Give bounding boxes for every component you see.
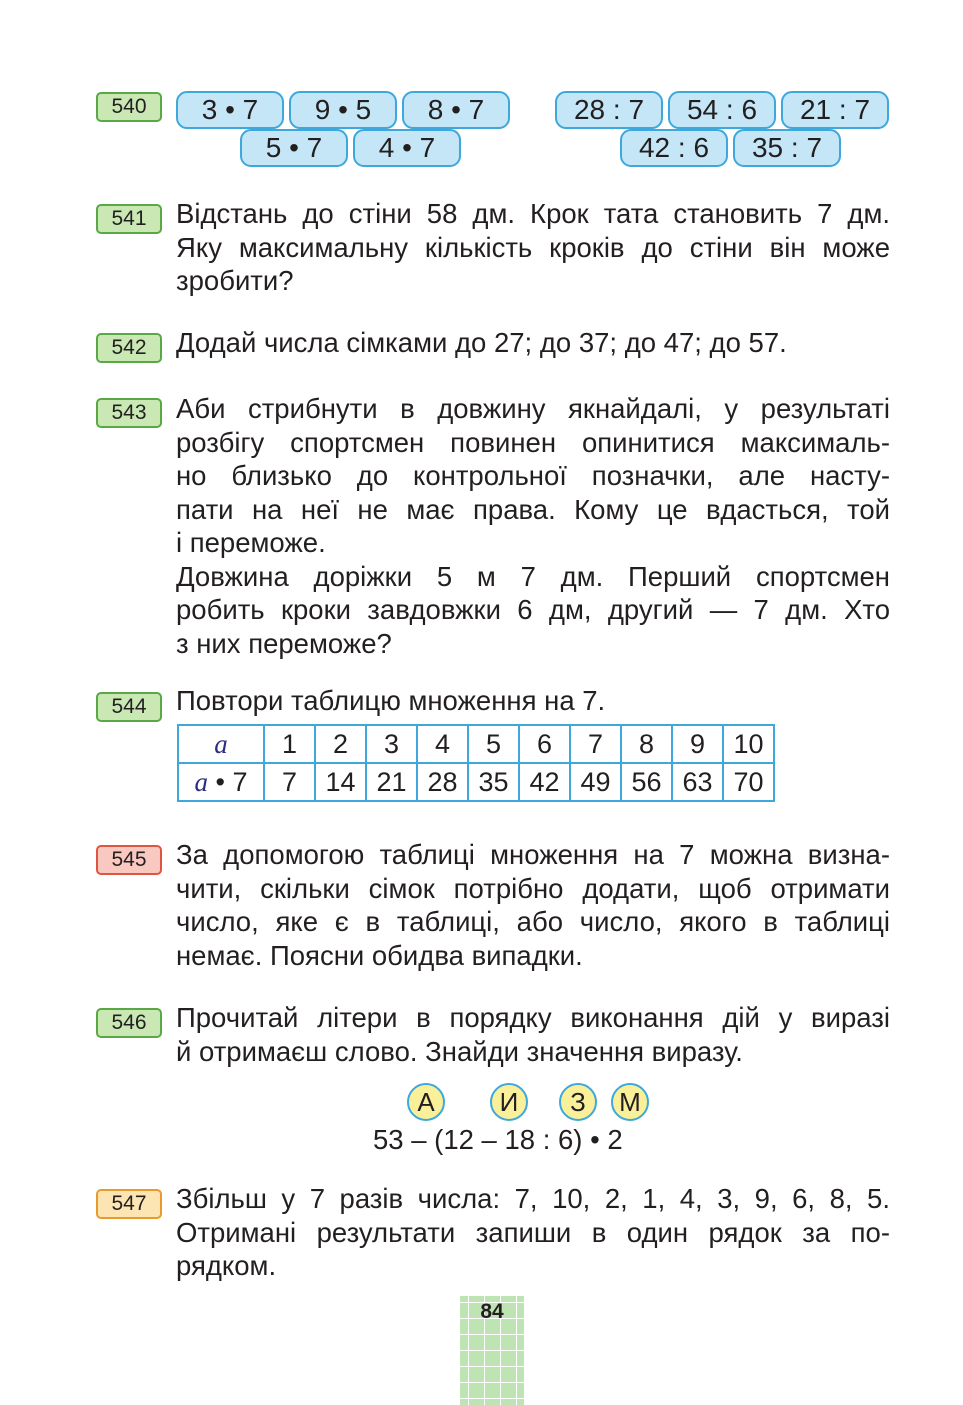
- text-line: число, яке є в таблиці, або число, якого в таблиці: [176, 906, 890, 937]
- table-cell: 3: [366, 725, 417, 763]
- text-line: зробити?: [176, 265, 294, 296]
- table-cell: 70: [723, 763, 774, 801]
- expression-pill: 42 : 6: [620, 129, 728, 167]
- text-line: Відстань до стіни 58 дм. Крок тата становить 7 дм.: [176, 198, 890, 229]
- text-line: немає. Поясни обидва випадки.: [176, 939, 583, 971]
- expression-pill: 9 • 5: [289, 91, 397, 129]
- table-cell: 2: [315, 725, 366, 763]
- text-line: Повтори таблицю множення на 7.: [176, 685, 606, 716]
- text-line: Яку максимальну кількість кроків до стіни він може: [176, 231, 890, 263]
- text-line: пати на неї не має права. Кому це вдасться, той: [176, 493, 890, 525]
- text-line: Прочитай літери в порядку виконання дій у виразі: [176, 1002, 890, 1033]
- exercise-text-543: [176, 392, 890, 660]
- exercise-text-546: [176, 1001, 890, 1068]
- table-cell: 21: [366, 763, 417, 801]
- header-variable: a: [194, 766, 208, 797]
- text-line: Довжина доріжки 5 м 7 дм. Перший спортсмен: [176, 560, 890, 592]
- exercise-number-541: 541: [96, 204, 162, 234]
- letter-circle: А: [407, 1083, 445, 1121]
- expression-pill: 35 : 7: [733, 129, 841, 167]
- letter-circle: И: [490, 1083, 528, 1121]
- table-cell: 63: [672, 763, 723, 801]
- letter-circle: М: [611, 1083, 649, 1121]
- text-line: рядком.: [176, 1250, 277, 1281]
- expression-pill: 5 • 7: [240, 129, 348, 167]
- expression-pill: 8 • 7: [402, 91, 510, 129]
- exercise-text-542: [176, 326, 890, 360]
- table-cell: 7: [570, 725, 621, 763]
- table-cell: 9: [672, 725, 723, 763]
- table-cell: 4: [417, 725, 468, 763]
- table-cell: 56: [621, 763, 672, 801]
- table-cell: 6: [519, 725, 570, 763]
- table-cell: 35: [468, 763, 519, 801]
- page-number: 84: [480, 1300, 504, 1323]
- table-header-a: a: [178, 725, 264, 763]
- table-header-a-times-7: [178, 763, 264, 801]
- multiplication-table: [177, 724, 775, 802]
- expression-pill: 54 : 6: [668, 91, 776, 129]
- expression-pill: 3 • 7: [176, 91, 284, 129]
- expression-pill: 21 : 7: [781, 91, 889, 129]
- table-cell: 49: [570, 763, 621, 801]
- expression-pill: 4 • 7: [353, 129, 461, 167]
- exercise-number-546: 546: [96, 1008, 162, 1038]
- exercise-number-543: 543: [96, 398, 162, 428]
- table-cell: 10: [723, 725, 774, 763]
- text-line: розбігу спортсмен повинен опинитися максималь-: [176, 426, 890, 458]
- header-operation: • 7: [208, 766, 248, 797]
- exercise-text-545: [176, 838, 890, 972]
- text-line: но близько до контрольної позначки, але насту-: [176, 460, 890, 491]
- exercise-text-541: [176, 197, 890, 298]
- table-cell: 7: [264, 763, 315, 801]
- table-cell: 8: [621, 725, 672, 763]
- exercise-text-547: [176, 1182, 890, 1283]
- exercise-number-542: 542: [96, 333, 162, 363]
- expression-pill: 28 : 7: [555, 91, 663, 129]
- exercise-number-544: 544: [96, 692, 162, 722]
- text-line: Аби стрибнути в довжину якнайдалі, у результаті: [176, 393, 890, 424]
- text-line: з них переможе?: [176, 627, 392, 659]
- table-cell: 5: [468, 725, 519, 763]
- table-cell: 1: [264, 725, 315, 763]
- text-line: і переможе.: [176, 527, 326, 558]
- table-row: [178, 763, 774, 801]
- table-row: [178, 725, 774, 763]
- text-line: Збільш у 7 разів числа: 7, 10, 2, 1, 4, 3, 9, 6, 8, 5.: [176, 1183, 890, 1214]
- text-line: й отримаєш слово. Знайди значення виразу.: [176, 1035, 743, 1067]
- text-line: За допомогою таблиці множення на 7 можна визна-: [176, 839, 890, 870]
- exercise-text-544: [176, 684, 890, 718]
- table-cell: 14: [315, 763, 366, 801]
- table-cell: 42: [519, 763, 570, 801]
- exercise-number-540: 540: [96, 92, 162, 122]
- math-expression: 53 – (12 – 18 : 6) • 2: [373, 1124, 623, 1155]
- text-line: чити, скільки сімок потрібно додати, щоб отримати: [176, 872, 890, 904]
- text-line: робить кроки завдовжки 6 дм, другий — 7 дм. Хто: [176, 594, 890, 625]
- exercise-number-545: 545: [96, 845, 162, 875]
- text-line: Отримані результати запиши в один рядок за по-: [176, 1216, 890, 1248]
- letter-circle: З: [559, 1083, 597, 1121]
- table-cell: 28: [417, 763, 468, 801]
- text-line: Додай числа сімками до 27; до 37; до 47; до 57.: [176, 327, 787, 358]
- exercise-number-547: 547: [96, 1189, 162, 1219]
